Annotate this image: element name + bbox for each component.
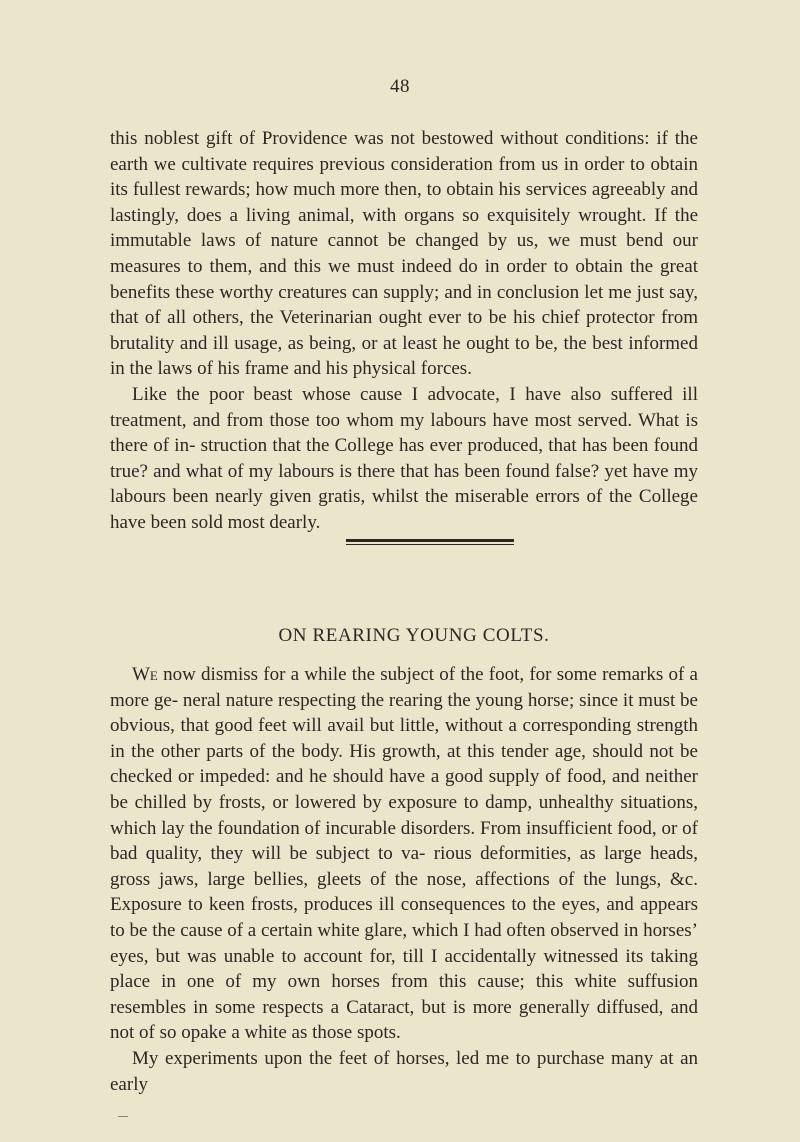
paragraph xyxy=(110,662,698,1046)
paragraph: this noblest gift of Providence was not bestowed without conditions: if the earth we cultivate requires previous consideration from us in order to obtain its fullest rewards; how much more then, to obtain his services agreeably and lastingly, does a living animal, with organs so exquisitely wrought. If the immutable laws of nature cannot be changed by us, we must bend our measures to them, and this we must indeed do in order to obtain the great benefits these worthy creatures can supply; and in conclusion let me just say, that of all others, the Veterinarian ought ever to be his chief protector from brutality and ill usage, as being, or at least he ought to be, the best informed in the laws of his frame and his physical forces. xyxy=(110,128,698,380)
paragraph: Like the poor beast whose cause I advocate, I have also suffered ill treatment, and from those too whom my labours have most served. What is there of in- struction that the College has ever produced, that has been found true? and what of my labours is there that has been found false? yet have my labours been nearly given gratis, whilst the miserable errors of the College have been sold most dearly. xyxy=(110,383,698,533)
paragraph-text: now dismiss for a while the subject of the foot, for some remarks of a more ge- neral nature respecting the rearing the young horse; since it must be obvious, that good feet will avail but little, without a corresponding strength in the other parts of the body. His growth, at this tender age, should not be checked or impeded: and he should have a good supply of food, and neither be chilled by frosts, or lowered by exposure to damp, unhealthy situations, which lay the foundation of incurable disorders. From insufficient food, or of bad quality, they will be subject to va- rious deformities, as large heads, gross jaws, large bellies, gleets of the nose, affections of the lungs, &c. Exposure to keen frosts, produces ill consequences to the eyes, and appears to be the cause of a certain white glare, which I had often observed in horses’ eyes, but was unable to account for, till I accidentally witnessed its taking place in one of my own horses from this cause; this white suffusion resembles in some respects a Cataract, but is more generally diffused, and not of so opake a white as those spots. xyxy=(110,664,698,1044)
divider-thick-line xyxy=(346,539,514,542)
divider-thin-line xyxy=(346,544,514,545)
printer-mark xyxy=(118,1116,128,1117)
opening-word: We xyxy=(132,664,158,685)
page-number: 48 xyxy=(390,76,410,97)
section-divider xyxy=(346,539,514,545)
paragraph: My experiments upon the feet of horses, led me to purchase many at an early xyxy=(110,1047,698,1095)
continuation-text xyxy=(110,126,698,536)
section-heading xyxy=(0,625,800,647)
section-heading-text: ON REARING YOUNG COLTS. xyxy=(278,625,550,646)
section-body xyxy=(110,662,698,1097)
